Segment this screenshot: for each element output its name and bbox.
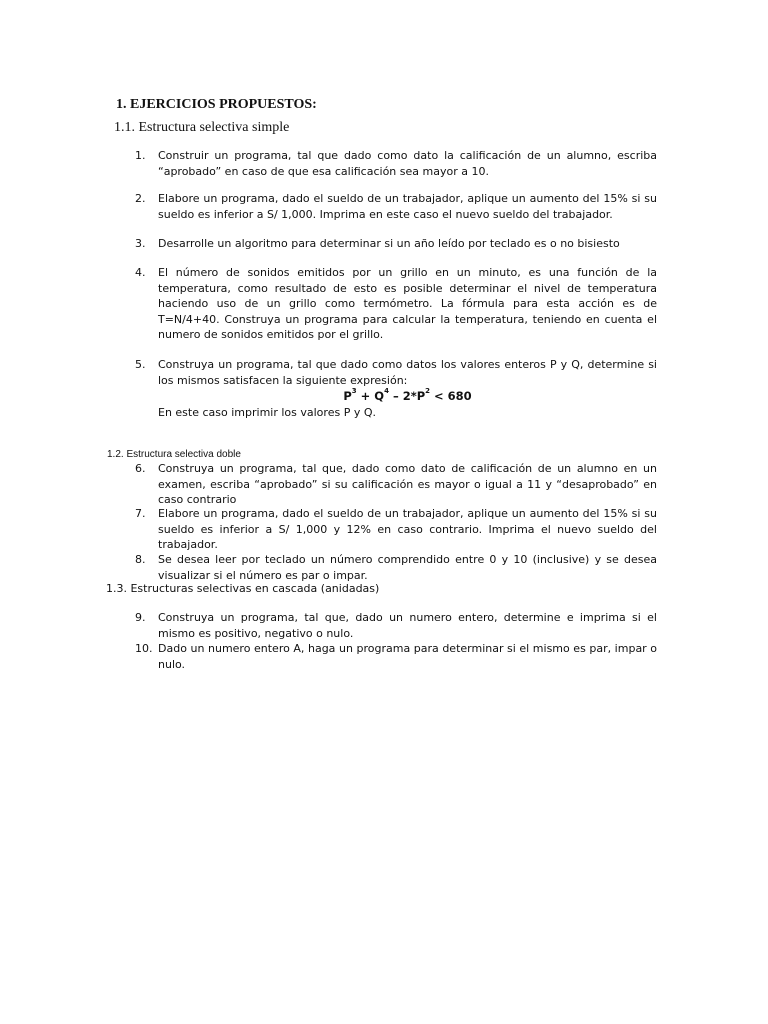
exercise-item-5 — [135, 357, 657, 421]
formula-q-exponent: 4 — [384, 387, 389, 396]
exercise-text: Construir un programa, tal que dado como dato la calificación de un alumno, escriba “aprobado” en caso de que esa calificación sea mayor a 10. — [158, 149, 657, 178]
formula-q: Q — [374, 389, 385, 403]
exercise-text: Se desea leer por teclado un número comprendido entre 0 y 10 (inclusive) y se desea visualizar si el número es par o impar. — [158, 553, 657, 582]
section-title-1-2: 1.2. Estructura selectiva doble — [107, 449, 241, 460]
exercise-text: El número de sonidos emitidos por un grillo en un minuto, es una función de la temperatura, como resultado de esto es posible determinar el nivel de temperatura haciendo uso de un grillo como termómetro. La fórmula para esta acción es de T=N/4+40. Construya un programa para calcular la temperatura, teniendo en cuenta el numero de sonidos emitidos por el grillo. — [158, 266, 657, 341]
exercise-item-2 — [135, 191, 657, 222]
exercise-number: 6. — [135, 462, 146, 475]
exercise-item-9 — [135, 610, 657, 641]
exercise-after-text: En este caso imprimir los valores P y Q. — [158, 406, 376, 419]
exercise-number: 2. — [135, 192, 146, 205]
exercise-item-1 — [135, 148, 657, 179]
section-title-1-3: 1.3. Estructuras selectivas en cascada (anidadas) — [106, 582, 380, 595]
exercise-item-6 — [135, 461, 657, 508]
exercise-number: 7. — [135, 507, 146, 520]
formula-plus: + — [356, 389, 375, 403]
formula-comparison: < 680 — [430, 389, 472, 403]
exercise-item-8 — [135, 552, 657, 583]
exercise-number: 9. — [135, 611, 146, 624]
document-heading: 1. EJERCICIOS PROPUESTOS: — [116, 97, 317, 112]
formula-coefficient-exponent: 2 — [425, 387, 431, 396]
exercise-text: Construya un programa, tal que, dado como dato de calificación de un alumno en un examen, escriba “aprobado” si su calificación es mayor o igual a 11 y “desaprobado” en caso contrario — [158, 462, 657, 506]
exercise-number: 10. — [135, 642, 153, 655]
exercise-number: 3. — [135, 237, 146, 250]
exercise-text: Elabore un programa, dado el sueldo de un trabajador, aplique un aumento del 15% si su sueldo es inferior a S/ 1,000. Imprima en este caso el nuevo sueldo del trabajador. — [158, 192, 657, 221]
exercise-number: 8. — [135, 553, 146, 566]
formula-minus: – — [388, 389, 403, 403]
exercise-text: Construya un programa, tal que, dado un numero entero, determine e imprima si el mismo es positivo, negativo o nulo. — [158, 611, 657, 640]
exercise-text: Desarrolle un algoritmo para determinar si un año leído por teclado es o no bisiesto — [158, 237, 620, 250]
exercise-text: Dado un numero entero A, haga un programa para determinar si el mismo es par, impar o nulo. — [158, 642, 657, 671]
formula-p-exponent: 3 — [351, 387, 357, 396]
formula-coefficient: 2*P — [402, 389, 426, 403]
exercise-text: Construya un programa, tal que dado como datos los valores enteros P y Q, determine si los mismos satisfacen la siguiente expresión: — [158, 358, 657, 387]
exercise-item-10 — [135, 641, 657, 672]
section-title-1-1: 1.1. Estructura selectiva simple — [114, 120, 290, 135]
formula-p: P — [343, 389, 352, 403]
exercise-item-3 — [135, 236, 657, 252]
exercise-number: 1. — [135, 149, 146, 162]
exercise-item-4 — [135, 265, 657, 343]
exercise-item-7 — [135, 506, 657, 553]
inequality-formula — [158, 388, 657, 405]
exercise-number: 5. — [135, 358, 146, 371]
exercise-text: Elabore un programa, dado el sueldo de un trabajador, aplique un aumento del 15% si su sueldo es inferior a S/ 1,000 y 12% en caso contrario. Imprima el nuevo sueldo del trabajador. — [158, 507, 657, 551]
exercise-number: 4. — [135, 266, 146, 279]
